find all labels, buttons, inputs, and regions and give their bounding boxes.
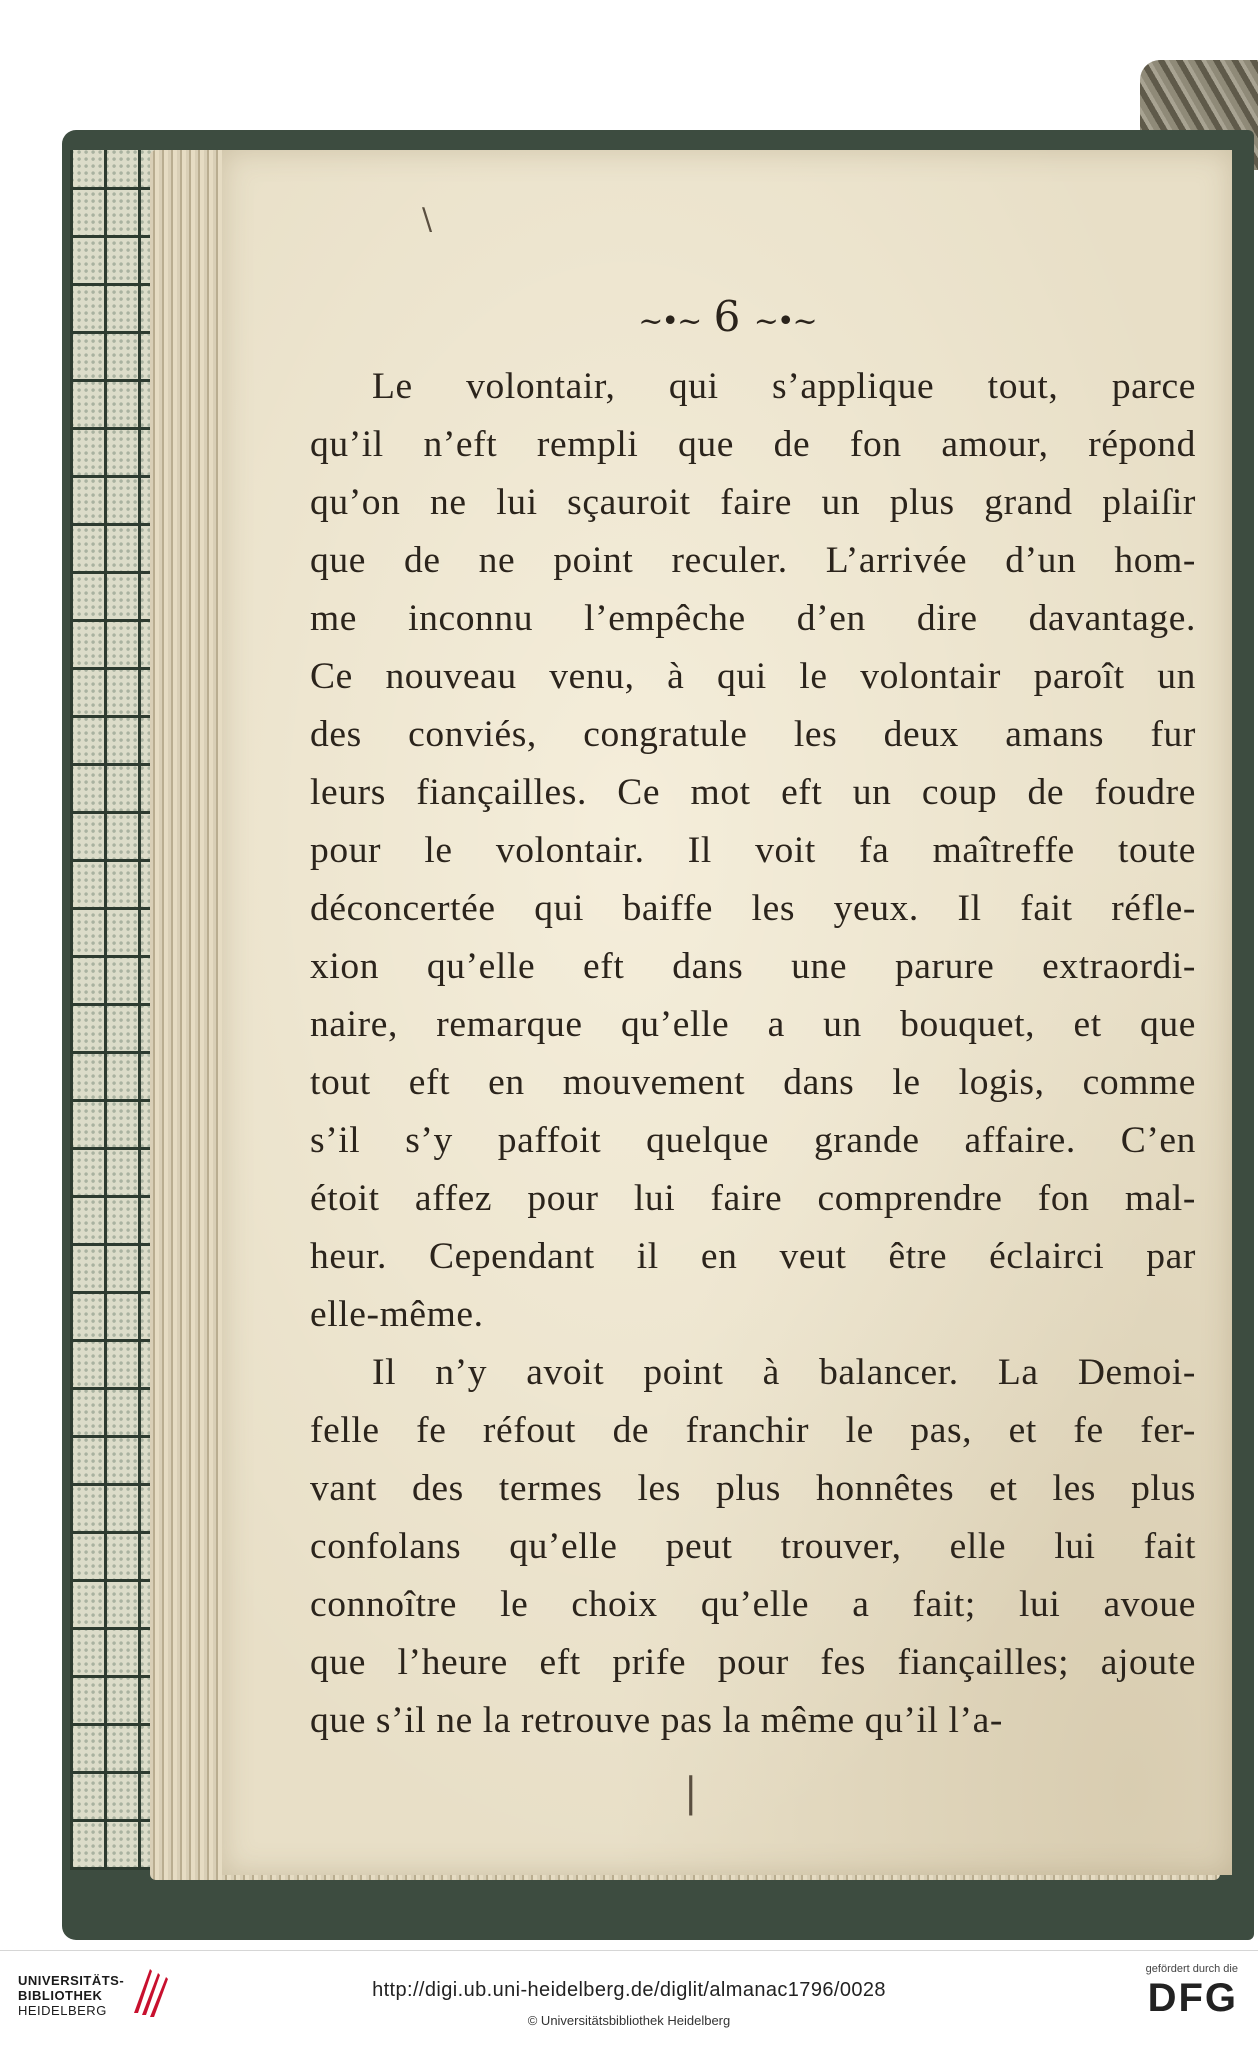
text-line: des conviés, congratule les deux amans fur (310, 714, 1196, 755)
page-body-text (310, 358, 1196, 1750)
book-page (222, 150, 1232, 1875)
text-line: felle fe réfout de franchir le pas, et fe fer- (310, 1410, 1196, 1451)
ornament-left-icon: ~•~ (638, 304, 701, 339)
text-line: pour le volontair. Il voit fa maîtreffe toute (310, 830, 1196, 871)
text-line: Ce nouveau venu, à qui le volontair paroît un (310, 656, 1196, 697)
text-line: que s’il ne la retrouve pas la même qu’il l’a- (310, 1700, 1003, 1741)
library-name-line3: HEIDELBERG (18, 2003, 107, 2018)
page-header (222, 292, 1232, 341)
text-line: leurs fiançailles. Ce mot eft un coup de foudre (310, 772, 1196, 813)
library-name-line2: BIBLIOTHEK (18, 1988, 103, 2003)
text-line: Le volontair, qui s’applique tout, parce (372, 366, 1196, 407)
text-line: qu’il n’eft rempli que de fon amour, répond (310, 424, 1196, 465)
text-line: étoit affez pour lui faire comprendre fon mal- (310, 1178, 1196, 1219)
text-line: qu’on ne lui sçauroit faire un plus grand plaiſir (310, 482, 1196, 523)
text-line: connoître le choix qu’elle a fait; lui avoue (310, 1584, 1196, 1625)
footer-bar (0, 1950, 1258, 2049)
bottom-ink-mark: | (684, 1770, 698, 1816)
text-line: heur. Cependant il en veut être éclairci par (310, 1236, 1196, 1277)
text-line: s’il s’y paffoit quelque grande affaire. C’en (310, 1120, 1196, 1161)
text-line: Il n’y avoit point à balancer. La Demoi- (372, 1352, 1196, 1393)
text-line: xion qu’elle eft dans une parure extraordi- (310, 946, 1196, 987)
paragraph-1 (310, 358, 1196, 1344)
text-line: déconcertée qui baiffe les yeux. Il fait réfle- (310, 888, 1196, 929)
text-line: vant des termes les plus honnêtes et les plus (310, 1468, 1196, 1509)
stray-mark: \ (422, 202, 433, 237)
funding-caption: gefördert durch die (1145, 1963, 1238, 1975)
text-line: me inconnu l’empêche d’en dire davantage. (310, 598, 1196, 639)
document-url-link[interactable]: http://digi.ub.uni-heidelberg.de/diglit/almanac1796/0028 (372, 1979, 886, 2001)
dfg-funding-logo[interactable] (1108, 1963, 1238, 2043)
text-line: naire, remarque qu’elle a un bouquet, et que (310, 1004, 1196, 1045)
text-line: confolans qu’elle peut trouver, elle lui fait (310, 1526, 1196, 1567)
text-line: que de ne point reculer. L’arrivée d’un hom- (310, 540, 1196, 581)
page-number: 6 (713, 292, 741, 341)
dfg-logo-text: DFG (1147, 1976, 1238, 2020)
library-name-line1: UNIVERSITÄTS- (18, 1973, 125, 1988)
ornament-right-icon: ~•~ (753, 304, 816, 339)
text-line: elle-même. (310, 1294, 484, 1335)
paragraph-2 (310, 1344, 1196, 1750)
text-line: que l’heure eft prife pour fes fiançailles; ajoute (310, 1642, 1196, 1683)
text-line: tout eft en mouvement dans le logis, comme (310, 1062, 1196, 1103)
copyright-text: © Universitätsbibliothek Heidelberg (527, 2013, 731, 2028)
